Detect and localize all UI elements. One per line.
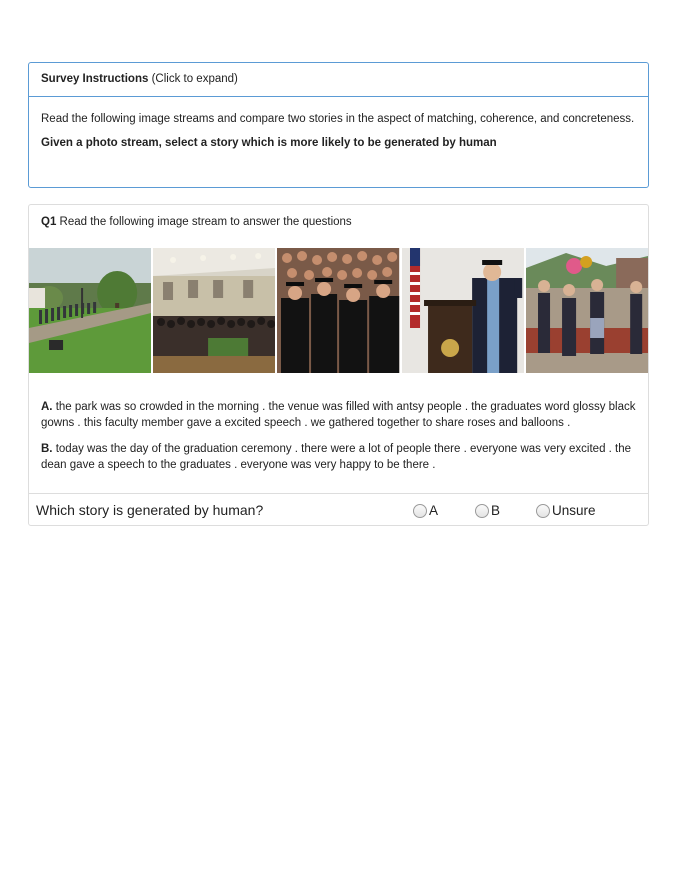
option-a-label: A — [429, 503, 439, 518]
roses-balloons-photo — [526, 248, 648, 373]
question-header — [29, 205, 648, 247]
graduates-gowns-photo — [277, 248, 399, 373]
park-crowd-photo — [29, 248, 151, 373]
instructions-expand-hint: (Click to expand) — [151, 73, 238, 85]
option-b[interactable] — [475, 503, 500, 518]
instructions-body — [29, 97, 648, 151]
venue-hall-photo — [153, 248, 275, 373]
question-panel — [28, 204, 649, 526]
instructions-title: Survey Instructions — [41, 73, 149, 85]
faculty-speech-photo — [402, 248, 524, 373]
instructions-header[interactable] — [29, 63, 648, 97]
story-b-label: B. — [41, 443, 53, 455]
option-b-radio[interactable] — [475, 504, 489, 518]
story-b-text: today was the day of the graduation ceremony . there were a lot of people there . everyone was very excited . the dean gave a speech to the graduates . everyone was very happy to be there . — [41, 443, 632, 471]
image-stream — [29, 248, 648, 373]
option-b-label: B — [491, 503, 501, 518]
option-a-radio[interactable] — [413, 504, 427, 518]
story-b — [41, 441, 637, 473]
question-number: Q1 — [41, 216, 57, 228]
question-prompt: Read the following image stream to answer the questions — [59, 216, 352, 228]
option-unsure[interactable] — [536, 503, 596, 518]
option-a[interactable] — [413, 503, 438, 518]
story-a-label: A. — [41, 401, 53, 413]
instructions-paragraph: Read the following image streams and compare two stories in the aspect of matching, coherence, and concreteness. — [41, 113, 635, 125]
option-unsure-label: Unsure — [552, 503, 596, 518]
story-a — [41, 399, 637, 431]
stories — [41, 399, 637, 483]
instructions-panel — [28, 62, 649, 188]
option-unsure-radio[interactable] — [536, 504, 550, 518]
instructions-bold-line: Given a photo stream, select a story which is more likely to be generated by human — [41, 137, 497, 149]
answer-prompt: Which story is generated by human? — [36, 502, 264, 518]
story-a-text: the park was so crowded in the morning . the venue was filled with antsy people . the graduates word glossy black gowns . this faculty member gave a excited speech . we gathered together to share roses and balloons . — [41, 401, 636, 429]
answer-row — [29, 493, 648, 525]
